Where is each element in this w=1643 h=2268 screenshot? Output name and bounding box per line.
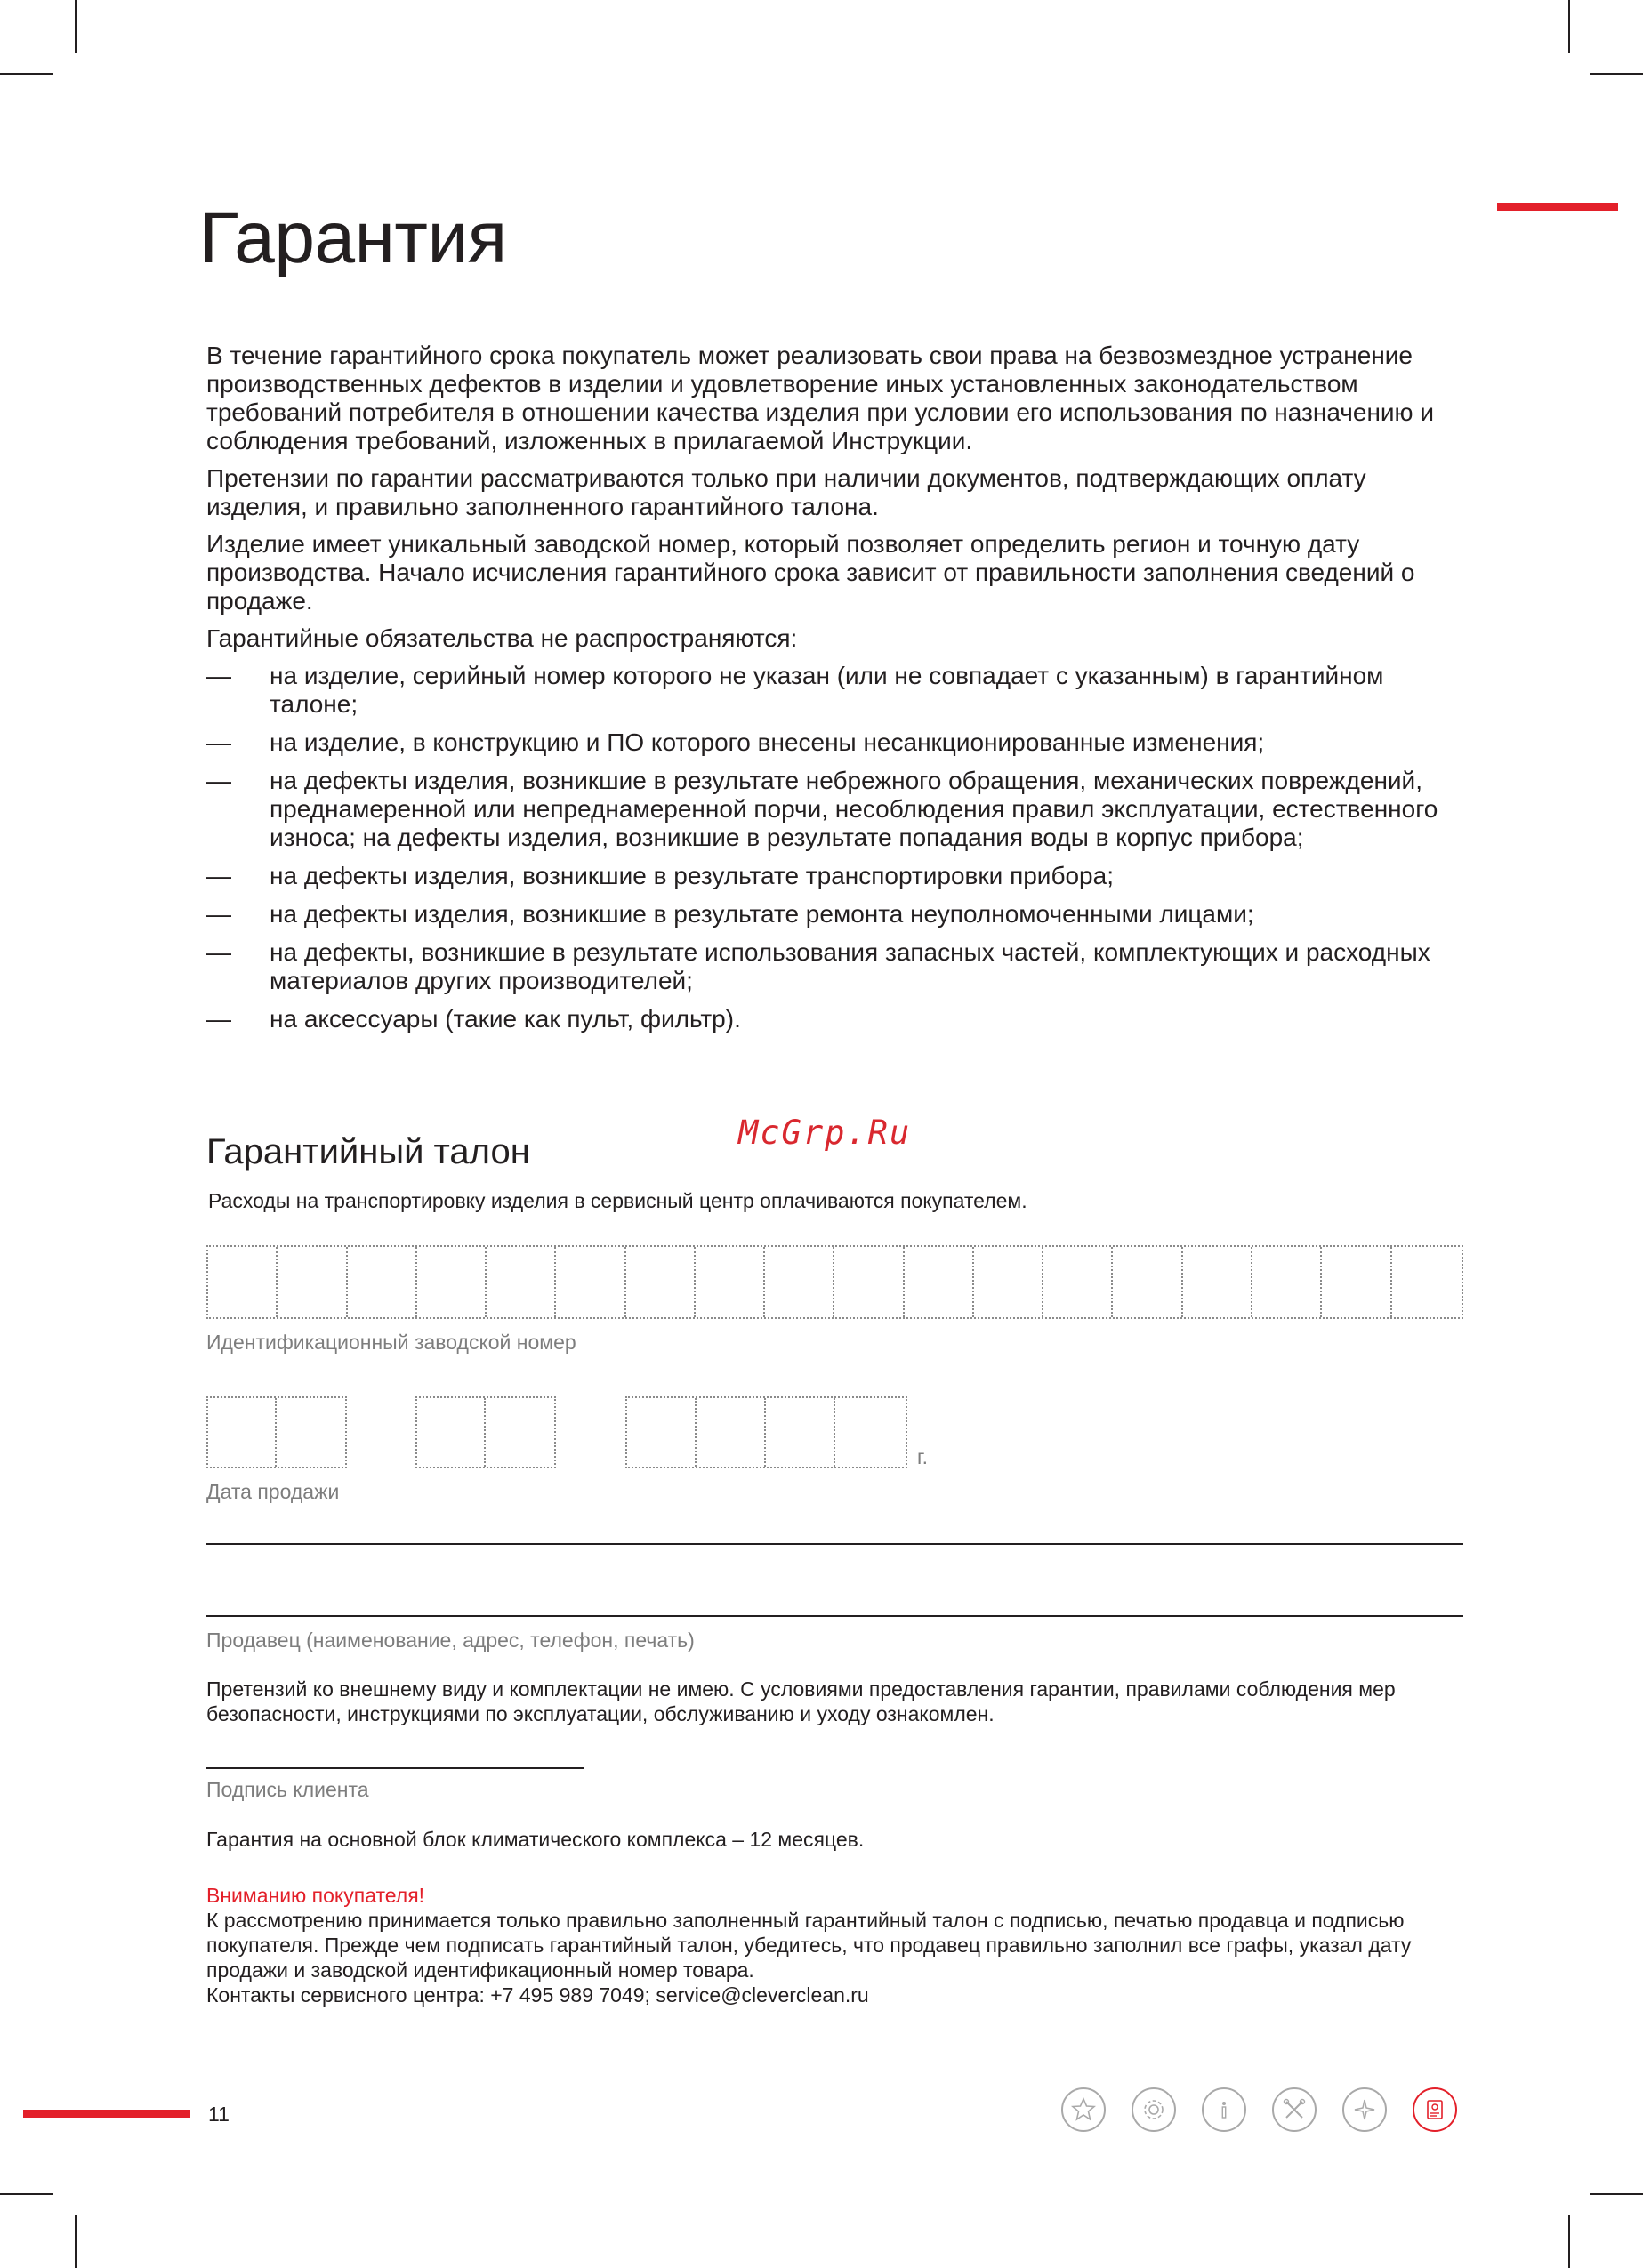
section-accent-bar [1497,203,1618,211]
serial-digit-cell[interactable] [417,1247,487,1317]
crop-mark [75,0,77,53]
serial-digit-cell[interactable] [487,1247,556,1317]
serial-digit-cell[interactable] [696,1247,765,1317]
list-item: — на аксессуары (такие как пульт, фильтр). [206,1005,741,1033]
attention-title: Вниманию покупателя! [206,1884,425,1907]
serial-digit-cell[interactable] [1252,1247,1322,1317]
sale-day-field[interactable] [206,1396,347,1468]
serial-digit-cell[interactable] [626,1247,696,1317]
signature-line[interactable] [206,1767,584,1769]
serial-number-field[interactable] [206,1245,1463,1319]
agreement-text: Претензий ко внешнему виду и комплектации не имею. С условиями предоставления гарантии, правилами соблюдения мер безопасности, инструкциями по эксплуатации, обслуживанию и уходу ознакомлен. [206,1677,1396,1725]
intro-paragraph: Изделие имеет уникальный заводской номер, который позволяет определить регион и точную дату производства. Начало исчисления гарантийного срока зависит от правильности заполнения сведений о продаже. [206,530,1415,615]
crop-mark [0,73,53,75]
attention-block [206,1883,1470,2007]
serial-digit-cell[interactable] [348,1247,417,1317]
serial-digit-cell[interactable] [1113,1247,1182,1317]
service-contacts: Контакты сервисного центра: +7 495 989 7049; service@cleverclean.ru [206,1983,869,2007]
sale-month-field[interactable] [415,1396,556,1468]
list-dash: — [206,1005,231,1033]
page-title: Гарантия [199,197,507,278]
transport-note: Расходы на транспортировку изделия в сервисный центр оплачиваются покупателем. [208,1189,1027,1212]
sale-year-field[interactable] [625,1396,907,1468]
serial-number-label: Идентификационный заводской номер [206,1331,576,1354]
intro-paragraph: Гарантийные обязательства не распространяются: [206,624,798,652]
warranty-icon[interactable] [1413,2087,1457,2132]
serial-digit-cell[interactable] [974,1247,1043,1317]
list-item: — на дефекты изделия, возникшие в результате ремонта неуполномоченными лицами; [206,900,1254,928]
warranty-terms [206,342,1470,1043]
list-dash: — [206,862,231,889]
list-dash: — [206,900,231,928]
sale-date-label: Дата продажи [206,1480,340,1503]
watermark: McGrp.Ru [738,1114,912,1152]
page-number: 11 [208,2103,230,2126]
list-dash: — [206,728,231,756]
serial-digit-cell[interactable] [1183,1247,1252,1317]
crop-mark [1590,73,1643,75]
seller-line[interactable] [206,1543,1463,1545]
signature-label: Подпись клиента [206,1778,369,1801]
tools-icon[interactable] [1272,2087,1317,2132]
exclusions-list [206,662,1470,1033]
list-item: — на дефекты изделия, возникшие в результате транспортировки прибора; [206,862,1114,889]
intro-paragraph: В течение гарантийного срока покупатель может реализовать свои права на безвозмездное устранение производственных дефектов в изделии и удовлетворение иных установленных законодательством требований потребителя в отношении качества изделия при условии его использования по назначению и соблюдения требований, изложенных в прилагаемой Инструкции. [206,342,1434,454]
serial-digit-cell[interactable] [1322,1247,1391,1317]
crop-mark [0,2193,53,2195]
crop-mark [75,2215,77,2268]
info-icon[interactable] [1202,2087,1246,2132]
coupon-heading: Гарантийный талон [206,1132,530,1171]
star-icon[interactable] [1061,2087,1106,2132]
list-item: — на дефекты, возникшие в результате использования запасных частей, комплектующих и расходных материалов других производителей; [206,938,1430,994]
serial-digit-cell[interactable] [556,1247,625,1317]
serial-digit-cell[interactable] [834,1247,904,1317]
crop-mark [1590,2193,1643,2195]
year-suffix: г. [917,1445,928,1468]
crop-mark [1568,0,1570,53]
serial-digit-cell[interactable] [765,1247,834,1317]
gear-icon[interactable] [1132,2087,1176,2132]
serial-digit-cell[interactable] [1043,1247,1113,1317]
seller-line[interactable] [206,1615,1463,1617]
crop-mark [1568,2215,1570,2268]
warranty-period: Гарантия на основной блок климатического комплекса – 12 месяцев. [206,1828,865,1851]
serial-digit-cell[interactable] [1392,1247,1462,1317]
list-item: — на изделие, в конструкцию и ПО которого внесены несанкционированные изменения; [206,728,1265,756]
list-item: — на изделие, серийный номер которого не указан (или не совпадает с указанным) в гарантийном талоне; [206,662,1384,718]
list-dash: — [206,662,231,689]
list-dash: — [206,767,231,794]
serial-digit-cell[interactable] [208,1247,278,1317]
seller-label: Продавец (наименование, адрес, телефон, печать) [206,1629,695,1652]
page-accent-bar [23,2110,190,2118]
section-icons [1061,2087,1457,2132]
list-dash: — [206,938,231,966]
list-item: — на дефекты изделия, возникшие в результате небрежного обращения, механических повреждений, преднамеренной или непреднамеренной порчи, несоблюдения правил эксплуатации, естественного износа; на дефекты изделия, возникшие в результате попадания воды в корпус прибора; [206,767,1438,851]
serial-digit-cell[interactable] [278,1247,347,1317]
intro-paragraph: Претензии по гарантии рассматриваются только при наличии документов, подтверждающих оплату изделия, и правильно заполненного гарантийного талона. [206,464,1366,520]
sparkle-icon[interactable] [1342,2087,1387,2132]
serial-digit-cell[interactable] [905,1247,974,1317]
attention-text: К рассмотрению принимается только правильно заполненный гарантийный талон с подписью, печатью продавца и подписью покупателя. Прежде чем подписать гарантийный талон, убедитесь, что продавец правильно заполнил все графы, указал дату продажи и заводской идентификационный номер товара. [206,1909,1412,1982]
